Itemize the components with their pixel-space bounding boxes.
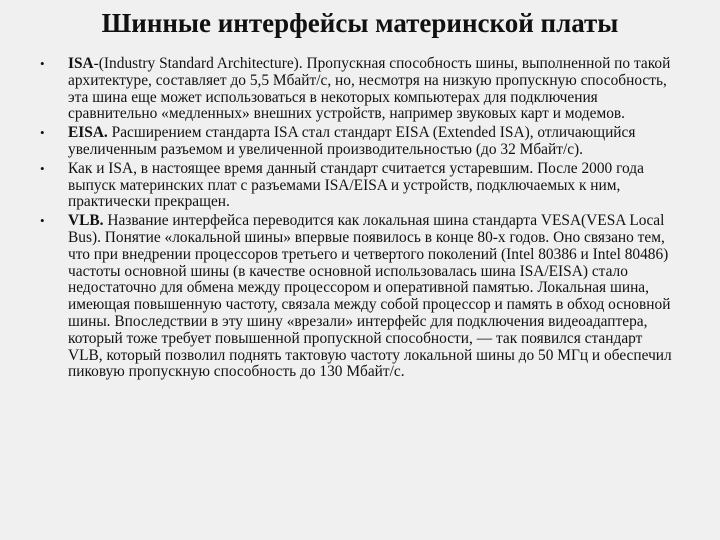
bullet-text: Название интерфейса переводится как локальная шина стандарта VESA(VESA Local Bus). Понятие «локальной шины» впервые появилось в конце 80-х годов. Оно связано тем, что при внедрении процессоров третьего и четвертого поколений (Intel 80386 и Intel 80486) частоты основной шины (в качестве основной использовалась шина ISA/EISA) стало недостаточно для обмена между процессором и оперативной памятью. Локальная шина, имеющая повышенную частоту, связала между собой процессор и память в обход основной шины. Впоследствии в эту шину «врезали» интерфейс для подключения видеоадаптера, который тоже требует повышенной пропускной способности, — так появился стандарт VLB, который позволил поднять тактовую частоту локальной шины до 50 МГц и обеспечил пиковую пропускную способность до 130 Мбайт/с. [68,212,672,381]
bullet-lead: VLB. [68,212,104,230]
bullet-icon: • [40,213,45,229]
bullet-icon: • [40,160,45,176]
slide-title: Шинные интерфейсы материнской платы [101,8,619,38]
bullet-item-eisa [40,125,680,159]
bullet-icon: • [40,56,45,71]
bullet-list [40,56,680,381]
bullet-text: -(Industry Standard Architecture). Пропускная способность шины, выполненной по такой архитектуре, составляет до 5,5 Мбайт/с, но, несмотря на низкую пропускную способность, эта шина еще может использоваться в некоторых компьютерах для подключения сравнительно «медленных» внешних устройств, например звуковых карт и модемов. [68,55,671,123]
bullet-icon: • [40,125,45,141]
bullet-text: Расширением стандарта ISA стал стандарт EISA (Extended ISA), отличающийся увеличенным разъемом и увеличенной производительностью (до 32 Мбайт/с). [68,124,636,158]
bullet-lead: ISA [68,55,94,72]
bullet-item-vlb [40,213,680,381]
bullet-lead: EISA. [68,124,108,142]
bullet-item-isa [40,56,680,123]
bullet-item-obsolete [40,161,680,211]
bullet-text: Как и ISA, в настоящее время данный стандарт считается устаревшим. После 2000 года выпуск материнских плат с разъемами ISA/EISA и устройств, подключаемых к ним, практически прекращен. [68,159,644,211]
